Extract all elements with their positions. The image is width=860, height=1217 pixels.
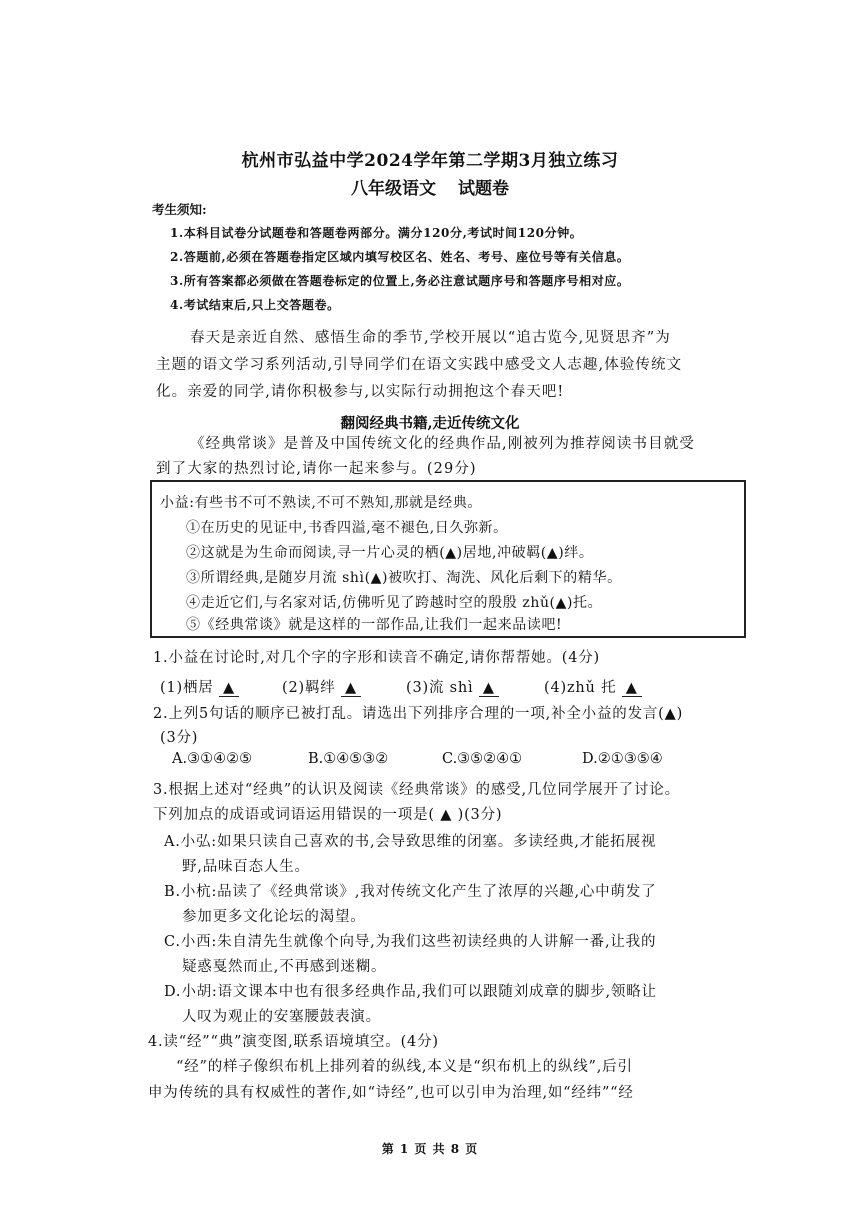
notice-heading: 考生须知:: [152, 202, 207, 217]
notice-item: 2.答题前,必须在答题卷指定区域内填写校区名、姓名、考号、座位号等有关信息。: [170, 250, 630, 264]
q2-option-b: B.①④⑤③②: [308, 751, 389, 767]
q1-part: [544, 676, 642, 697]
box-line: ⑤《经典常谈》就是这样的一部作品,让我们一起来品读吧!: [186, 617, 563, 633]
q3-option-c: C.小西:朱自清先生就像个向导,为我们这些初读经典的人讲解一番,让我的: [164, 934, 657, 950]
q1-part: [160, 676, 239, 697]
box-line: ①在历史的见证中,书香四溢,毫不褪色,日久弥新。: [186, 520, 508, 536]
q4-line: 申为传统的具有权威性的著作,如“诗经”,也可以引申为治理,如“经纬”“经: [148, 1085, 634, 1101]
intro-line: 主题的语文学习系列活动,引导同学们在语文实践中感受文人志趣,体验传统文: [156, 357, 683, 373]
answer-blank: ▲: [479, 680, 499, 697]
q1-part: [282, 676, 361, 697]
box-line: ④走近它们,与名家对话,仿佛听见了跨越时空的殷殷 zhǔ(▲)托。: [186, 595, 603, 611]
paper-label: 试题卷: [458, 179, 509, 199]
box-line: 小益:有些书不可不熟读,不可不熟知,那就是经典。: [160, 495, 483, 511]
notice-item: 3.所有答案都必须做在答题卷标定的位置上,务必注意试题序号和答题序号相对应。: [170, 274, 630, 288]
answer-blank: ▲: [219, 680, 239, 697]
q2-score: (3分): [160, 730, 199, 746]
q1-part-label: (2)羁绊: [282, 680, 336, 696]
q4-stem: 4.读“经”“典”演变图,联系语境填空。(4分): [148, 1034, 439, 1050]
section-title: 翻阅经典书籍,走近传统文化: [340, 415, 520, 432]
q3-option-d: D.小胡:语文课本中也有很多经典作品,我们可以跟随刘成章的脚步,领略让: [164, 984, 657, 1000]
notice-item: 4.考试结束后,只上交答题卷。: [170, 298, 340, 312]
q2-option-a: A.③①④②⑤: [172, 751, 253, 767]
notice-item: 1.本科目试卷分试题卷和答题卷两部分。满分120分,考试时间120分钟。: [170, 226, 583, 240]
box-line: ②这就是为生命而阅读,寻一片心灵的栖(▲)居地,冲破羁(▲)绊。: [186, 545, 594, 561]
answer-blank: ▲: [622, 680, 642, 697]
exam-title: 杭州市弘益中学2024学年第二学期3月独立练习: [241, 151, 619, 171]
q3-option-b-cont: 参加更多文化论坛的渴望。: [182, 909, 366, 925]
exam-subtitle: [0, 174, 860, 199]
box-line: ③所谓经典,是随岁月流 shì(▲)被吹打、淘洗、风化后剩下的精华。: [186, 570, 622, 586]
q2-option-c: C.③⑤②④①: [442, 751, 523, 767]
intro-line: 化。亲爱的同学,请你积极参与,以实际行动拥抱这个春天吧!: [156, 384, 565, 400]
q1-part-label: (1)栖居: [160, 680, 214, 696]
q3-option-a: A.小弘:如果只读自己喜欢的书,会导致思维的闭塞。多读经典,才能拓展视: [164, 834, 657, 850]
q1-stem: 1.小益在讨论时,对几个字的字形和读音不确定,请你帮帮她。(4分): [153, 650, 600, 666]
q3-option-a-cont: 野,品味百态人生。: [182, 859, 310, 875]
section-line: 到了大家的热烈讨论,请你一起来参与。(29分): [156, 461, 477, 477]
q3-option-b: B.小杭:品读了《经典常谈》,我对传统文化产生了浓厚的兴趣,心中萌发了: [164, 884, 657, 900]
q3-stem: 下列加点的成语或词语运用错误的一项是( ▲ )(3分): [153, 807, 503, 823]
intro-line: 春天是亲近自然、感悟生命的季节,学校开展以“追古览今,见贤思齐”为: [190, 330, 671, 346]
q3-option-c-cont: 疑惑戛然而止,不再感到迷糊。: [182, 959, 387, 975]
q4-line: “经”的样子像织布机上排列着的纵线,本义是“织布机上的纵线”,后引: [176, 1059, 633, 1075]
discussion-box: [150, 480, 746, 638]
q1-part: [406, 676, 499, 697]
subject-label: 八年级语文: [351, 179, 436, 199]
q3-stem: 3.根据上述对“经典”的认识及阅读《经典常谈》的感受,几位同学展开了讨论。: [153, 782, 680, 798]
q2-option-d: D.②①③⑤④: [582, 751, 663, 767]
q3-option-d-cont: 人叹为观止的安塞腰鼓表演。: [182, 1009, 381, 1025]
q1-part-label: (3)流 shì: [406, 680, 474, 696]
answer-blank: ▲: [341, 680, 361, 697]
q2-stem: 2.上列5句话的顺序已被打乱。请选出下列排序合理的一项,补全小益的发言(▲): [153, 706, 684, 722]
section-line: 《经典常谈》是普及中国传统文化的经典作品,刚被列为推荐阅读书目就受: [190, 436, 695, 452]
q1-part-label: (4)zhǔ 托: [544, 680, 617, 696]
page-footer: 第 1 页 共 8 页: [381, 1142, 479, 1156]
